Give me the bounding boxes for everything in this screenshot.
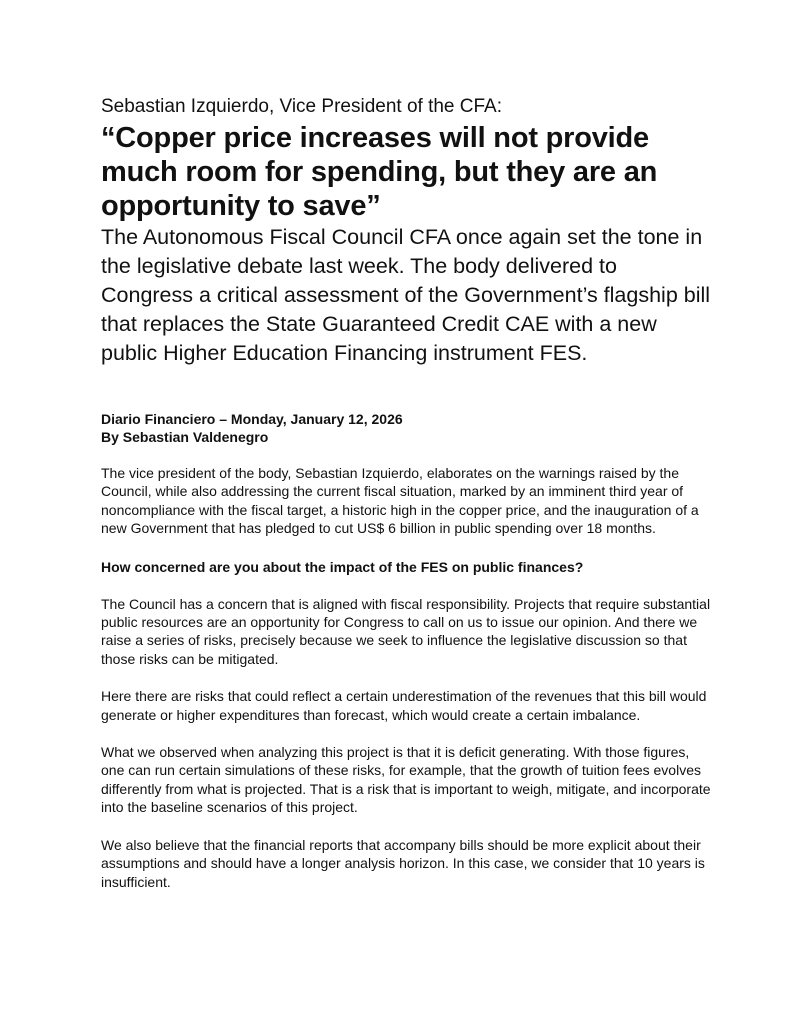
article-lead: The Autonomous Fiscal Council CFA once again set the tone in the legislative debate last week. The body delivered to Congress a critical assessment of the Government’s flagship bill that replaces the State Guaranteed Credit CAE with a new public Higher Education Financing instrument FES. <box>101 225 711 365</box>
intro-paragraph: The vice president of the body, Sebastian Izquierdo, elaborates on the warnings raised by the Council, while also addressing the current fiscal situation, marked by an imminent third year of noncompliance with the fiscal target, a historic high in the copper price, and the inauguration of a new Government that has pledged to cut US$ 6 billion in public spending over 18 months. <box>101 465 699 537</box>
byline <box>101 410 711 446</box>
interview-question: How concerned are you about the impact of the FES on public finances? <box>101 558 584 575</box>
answer-paragraph-1: The Council has a concern that is aligned with fiscal responsibility. Projects that require substantial public resources are an opportunity for Congress to call on us to issue our opinion. And there we raise a series of risks, precisely because we seek to influence the legislative discussion so that those risks can be mitigated. <box>101 595 711 667</box>
article-kicker: Sebastian Izquierdo, Vice President of the CFA: <box>101 96 502 117</box>
answer-paragraph-3: What we observed when analyzing this project is that it is deficit generating. With those figures, one can run certain simulations of these risks, for example, that the growth of tuition fees evolves differently from what is projected. That is a risk that is important to weigh, mitigate, and incorporate into the baseline scenarios of this project. <box>101 744 711 816</box>
source-line: Diario Financiero – Monday, January 12, 2026 <box>101 411 403 427</box>
author-line: By Sebastian Valdenegro <box>101 429 269 445</box>
answer-paragraph-4: We also believe that the financial reports that accompany bills should be more explicit about their assumptions and should have a longer analysis horizon. In this case, we consider that 10 years is insufficient. <box>101 836 705 890</box>
article-headline: “Copper price increases will not provide much room for spending, but they are an opportunity to save” <box>101 122 658 222</box>
answer-paragraph-2: Here there are risks that could reflect a certain underestimation of the revenues that this bill would generate or higher expenditures than forecast, which would create a certain imbalance. <box>101 688 707 723</box>
article-page <box>101 95 711 891</box>
